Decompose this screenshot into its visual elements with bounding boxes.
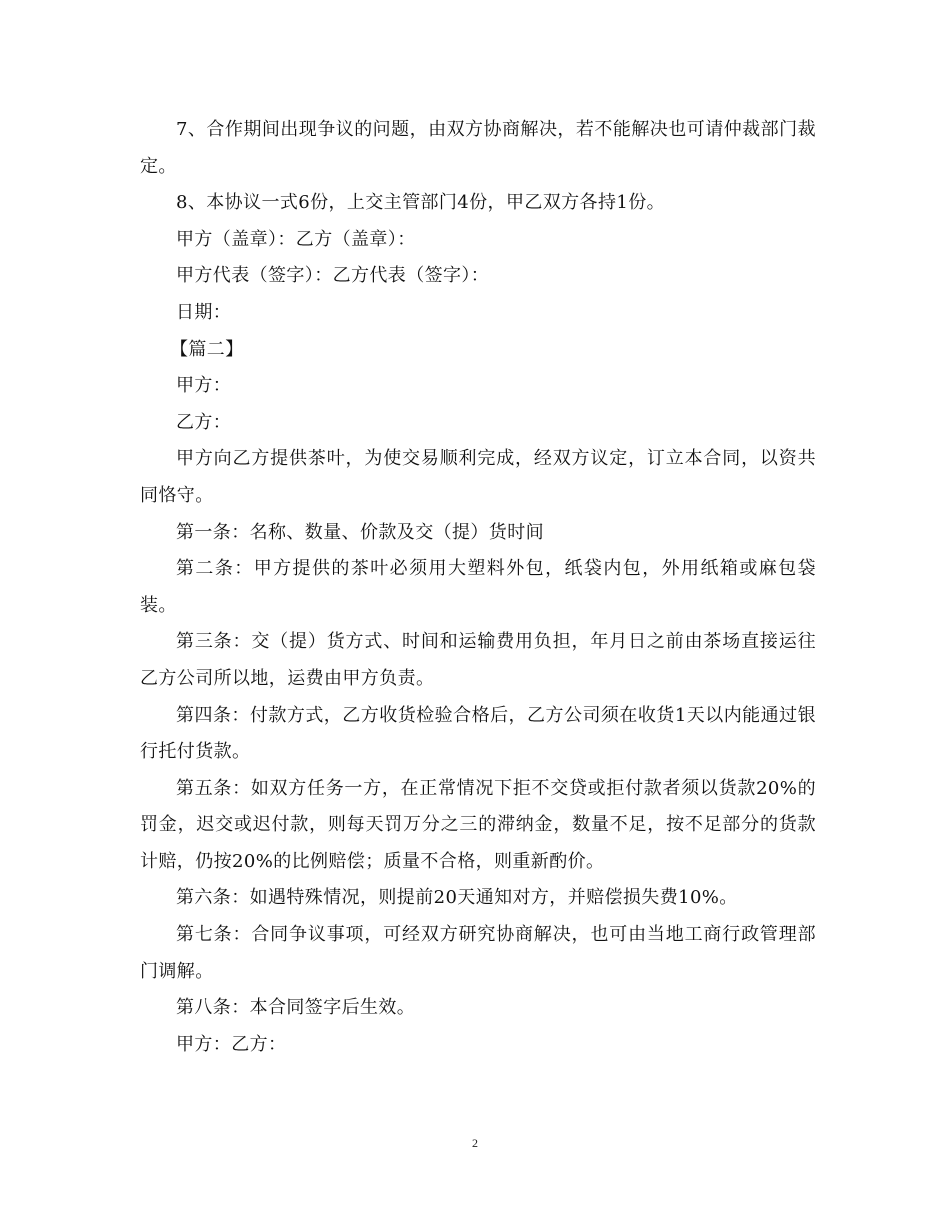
article-4: 第四条：付款方式，乙方收货检验合格后，乙方公司须在收货1天以内能通过银行托付货款。 bbox=[140, 704, 816, 763]
date-line: 日期： bbox=[176, 301, 232, 323]
article-6: 第六条：如遇特殊情况，则提前20天通知对方，并赔偿损失费10%。 bbox=[176, 887, 738, 909]
article-8: 第八条：本合同签字后生效。 bbox=[176, 997, 416, 1019]
signature-line: 甲方代表（签字）：乙方代表（签字）： bbox=[176, 265, 490, 287]
clause-8: 8、本协议一式6份，上交主管部门4份，甲乙双方各持1份。 bbox=[176, 192, 666, 214]
seal-line: 甲方（盖章）：乙方（盖章）： bbox=[176, 228, 416, 250]
article-1: 第一条：名称、数量、价款及交（提）货时间 bbox=[176, 521, 544, 543]
article-5: 第五条：如双方任务一方，在正常情况下拒不交贷或拒付款者须以货款20%的罚金，迟交或迟付款，则每天罚万分之三的滞纳金，数量不足，按不足部分的货款计赔，仍按20%的比例赔偿；质量不合格，则重新酌价。 bbox=[140, 777, 816, 872]
closing-signature-line: 甲方：乙方： bbox=[176, 1033, 287, 1055]
preamble: 甲方向乙方提供茶叶，为使交易顺利完成，经双方议定，订立本合同，以资共同恪守。 bbox=[140, 448, 816, 506]
document-body bbox=[140, 112, 816, 1063]
article-7: 第七条：合同争议事项，可经双方研究协商解决，也可由当地工商行政管理部门调解。 bbox=[140, 924, 816, 982]
article-3: 第三条：交（提）货方式、时间和运输费用负担，年月日之前由茶场直接运往乙方公司所以地，运费由甲方负责。 bbox=[140, 631, 816, 689]
page-number: 2 bbox=[472, 1136, 478, 1150]
section-heading: 【篇二】 bbox=[170, 338, 244, 360]
party-b-line: 乙方： bbox=[176, 411, 232, 433]
clause-7: 7、合作期间出现争议的问题，由双方协商解决，若不能解决也可请仲裁部门裁定。 bbox=[140, 119, 816, 177]
article-2: 第二条：甲方提供的茶叶必须用大塑料外包，纸袋内包，外用纸箱或麻包袋装。 bbox=[140, 558, 816, 616]
party-a-line: 甲方： bbox=[176, 375, 232, 397]
